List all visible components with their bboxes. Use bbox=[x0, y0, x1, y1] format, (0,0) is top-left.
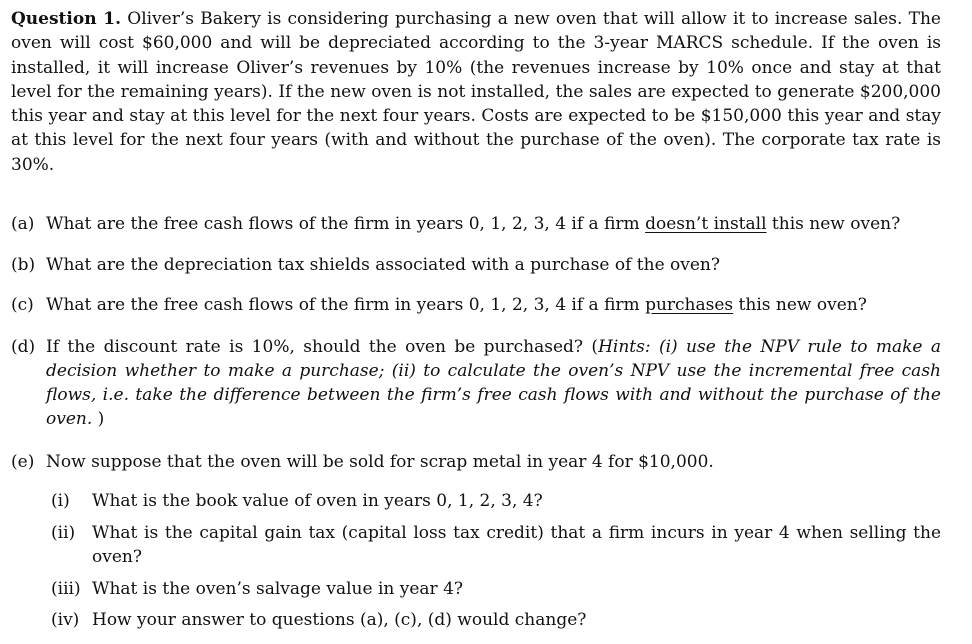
part-c-text bbox=[46, 293, 941, 317]
question-intro bbox=[11, 7, 941, 177]
part-d-label: (d) bbox=[11, 337, 36, 357]
question-intro-text: Oliver’s Bakery is considering purchasing a new oven that will allow it to increase sales. The oven will cost $60,000 and will be depreciated according to the 3-year MARCS schedule. If the oven is installed, it will increase Oliver’s revenues by 10% (the revenues increase by 10% once and stay at that level for the remaining years). If the new oven is not installed, the sales are expected to generate $200,000 this year and stay at this level for the next four years. Costs are expected to be $150,000 this year and stay at this level for the next four years (with and without the purchase of the oven). The corporate tax rate is 30%. bbox=[11, 9, 941, 175]
part-e-i-label: (i) bbox=[51, 491, 70, 511]
part-e-iii bbox=[51, 577, 941, 601]
part-a-underlined: doesn’t install bbox=[645, 214, 767, 234]
part-c-label: (c) bbox=[11, 295, 34, 315]
part-c-text-pre: What are the free cash flows of the firm in years 0, 1, 2, 3, 4 if a firm bbox=[46, 295, 646, 315]
part-b bbox=[11, 253, 941, 277]
part-d-text bbox=[46, 335, 941, 431]
part-d bbox=[11, 335, 941, 431]
part-e-iii-text: What is the oven’s salvage value in year 4? bbox=[92, 579, 464, 599]
part-a-label: (a) bbox=[11, 214, 35, 234]
part-e bbox=[11, 450, 941, 474]
part-b-text: What are the depreciation tax shields associated with a purchase of the oven? bbox=[46, 255, 720, 275]
part-a-text-post: this new oven? bbox=[766, 214, 901, 234]
part-e-ii-label: (ii) bbox=[51, 523, 76, 543]
part-e-i bbox=[51, 489, 941, 513]
part-e-label: (e) bbox=[11, 452, 35, 472]
part-c-text-post: this new oven? bbox=[733, 295, 867, 315]
part-e-i-text: What is the book value of oven in years 0, 1, 2, 3, 4? bbox=[92, 491, 543, 511]
part-e-iv-label: (iv) bbox=[51, 610, 80, 630]
part-c-underlined: purchases bbox=[645, 295, 734, 315]
part-b-label: (b) bbox=[11, 255, 36, 275]
part-c bbox=[11, 293, 941, 317]
part-d-close: ) bbox=[92, 409, 105, 429]
part-a-text-pre: What are the free cash flows of the firm in years 0, 1, 2, 3, 4 if a firm bbox=[46, 214, 646, 234]
part-e-ii-text: What is the capital gain tax (capital loss tax credit) that a firm incurs in year 4 when selling the oven? bbox=[92, 523, 941, 567]
part-e-iv bbox=[51, 608, 941, 632]
part-e-ii bbox=[51, 521, 941, 569]
question-label: Question 1. bbox=[11, 9, 122, 29]
part-a bbox=[11, 212, 941, 236]
part-d-hint: Hints: (i) use the NPV rule to make a decision whether to make a purchase; (ii) to calculate the oven’s NPV use the incremental free cash flows, i.e. take the difference between the firm’s free cash flows with and without the purchase of the oven. bbox=[46, 337, 942, 429]
part-a-text bbox=[46, 212, 941, 236]
part-e-iii-label: (iii) bbox=[51, 579, 81, 599]
part-d-text-main: If the discount rate is 10%, should the oven be purchased? ( bbox=[46, 337, 599, 357]
part-e-text: Now suppose that the oven will be sold for scrap metal in year 4 for $10,000. bbox=[46, 452, 714, 472]
part-e-iv-text: How your answer to questions (a), (c), (d) would change? bbox=[92, 610, 587, 630]
